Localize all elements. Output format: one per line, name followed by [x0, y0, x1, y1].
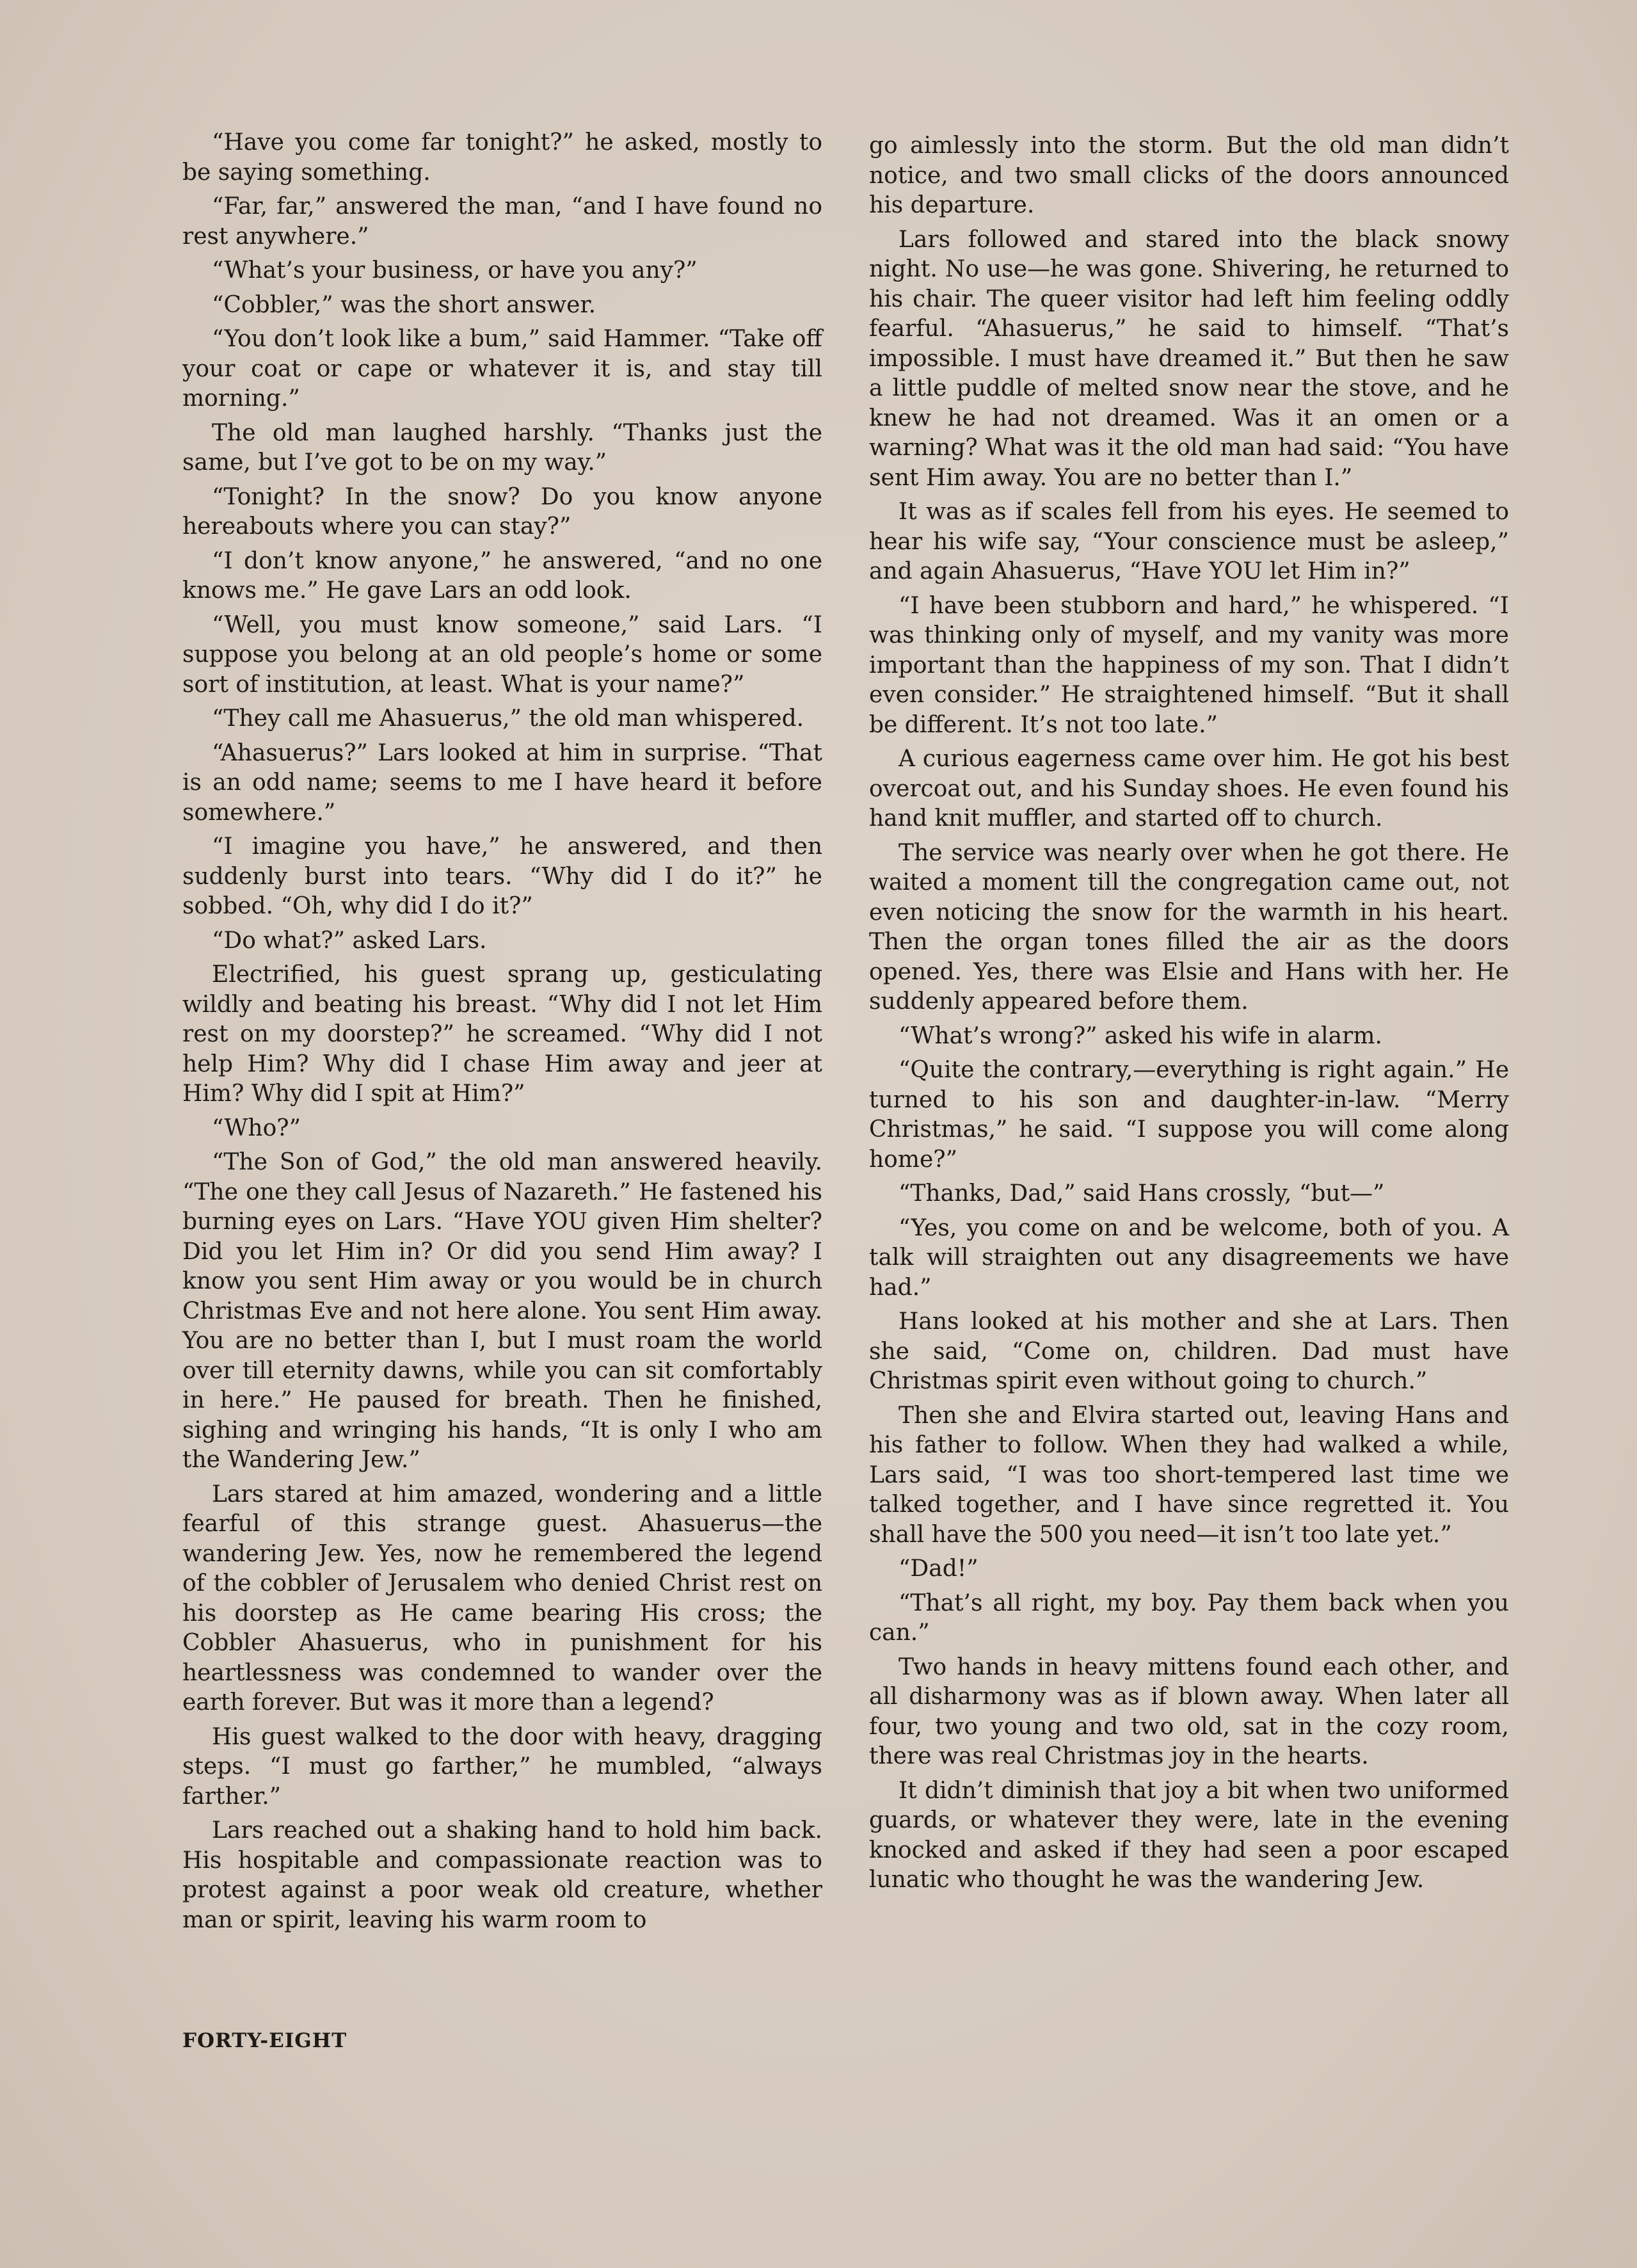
- paragraph: “The Son of God,” the old man answered heavily. “The one they call Jesus of Nazareth.” He fastened his burning eyes on Lars. “Have YOU given Him shelter? Did you let Him in? Or did you send Him away? I know you sent Him away or you would be in church Christmas Eve and not here alone. You sent Him away. You are no better than I, but I must roam the world over till eternity dawns, while you can sit comfortably in here.” He paused for breath. Then he finished, sighing and wringing his hands, “It is only I who am the Wandering Jew.”: [182, 1149, 822, 1473]
- paragraph: “I have been stubborn and hard,” he whispered. “I was thinking only of myself, and my vanity was more important than the happiness of my son. That I didn’t even consider.” He straightened himself. “But it shall be different. It’s not too late.”: [869, 592, 1509, 738]
- paragraph: A curious eagerness came over him. He got his best overcoat out, and his Sunday shoes. He even found his hand knit muffler, and started off to church.: [869, 746, 1509, 832]
- paragraph: “Tonight? In the snow? Do you know anyone hereabouts where you can stay?”: [182, 483, 822, 540]
- paragraph: Electrified, his guest sprang up, gesticulating wildly and beating his breast. “Why did I not let Him rest on my doorstep?” he screamed. “Why did I not help Him? Why did I chase Him away and jeer at Him? Why did I spit at Him?”: [182, 961, 822, 1107]
- paragraph-continuation: go aimlessly into the storm. But the old man didn’t notice, and two small clicks of the doors announced his departure.: [869, 133, 1509, 218]
- paragraph: “Ahasuerus?” Lars looked at him in surprise. “That is an odd name; seems to me I have heard it before somewhere.”: [182, 739, 822, 826]
- paragraph: The service was nearly over when he got there. He waited a moment till the congregation came out, not even noticing the snow for the warmth in his heart. Then the organ tones filled the air as the doors opened. Yes, there was Elsie and Hans with her. He suddenly appeared before them.: [869, 839, 1509, 1015]
- paragraph: “I imagine you have,” he answered, and then suddenly burst into tears. “Why did I do it?” he sobbed. “Oh, why did I do it?”: [182, 833, 822, 919]
- paragraph: The old man laughed harshly. “Thanks just the same, but I’ve got to be on my way.”: [182, 419, 822, 476]
- paragraph: “That’s all right, my boy. Pay them back when you can.”: [869, 1589, 1509, 1646]
- paragraph: Then she and Elvira started out, leaving Hans and his father to follow. When they had walked a while, Lars said, “I was too short-tempered last time we talked together, and I have since regretted it. You shall have the 500 you need—it isn’t too late yet.”: [869, 1402, 1509, 1548]
- paragraph: “What’s wrong?” asked his wife in alarm.: [898, 1022, 1382, 1049]
- paragraph: Lars followed and stared into the black snowy night. No use—he was gone. Shivering, he returned to his chair. The queer visitor had left him feeling oddly fearful. “Ahasuerus,” he said to himself. “That’s impossible. I must have dreamed it.” But then he saw a little puddle of melted snow near the stove, and he knew he had not dreamed. Was it an omen or a warning? What was it the old man had said: “You have sent Him away. You are no better than I.”: [869, 226, 1509, 491]
- paragraph: Lars stared at him amazed, wondering and a little fearful of this strange guest. Ahasuerus—the wandering Jew. Yes, now he remembered the legend of the cobbler of Jerusalem who denied Christ rest on his doorstep as He came bearing His cross; the Cobbler Ahasuerus, who in punishment for his heartlessness was condemned to wander over the earth forever. But was it more than a legend?: [182, 1481, 822, 1716]
- paragraph: “Quite the contrary,—everything is right again.” He turned to his son and daughter-in-law. “Merry Christmas,” he said. “I suppose you will come along home?”: [869, 1057, 1509, 1173]
- paragraph: Two hands in heavy mittens found each other, and all disharmony was as if blown away. When later all four, two young and two old, sat in the cozy room, there was real Christmas joy in the hearts.: [869, 1653, 1509, 1769]
- paragraph: It was as if scales fell from his eyes. He seemed to hear his wife say, “Your conscience must be asleep,” and again Ahasuerus, “Have YOU let Him in?”: [869, 499, 1509, 584]
- page-number: FORTY-EIGHT: [182, 2029, 347, 2052]
- paragraph: “Far, far,” answered the man, “and I have found no rest anywhere.”: [182, 193, 822, 250]
- paragraph: “Do what?” asked Lars.: [212, 927, 487, 954]
- paragraph: “You don’t look like a bum,” said Hammer. “Take off your coat or cape or whatever it is, and stay till morning.”: [182, 326, 822, 412]
- paragraph: “What’s your business, or have you any?”: [212, 257, 698, 284]
- paragraph: It didn’t diminish that joy a bit when two uniformed guards, or whatever they were, late in the evening knocked and asked if they had seen a poor escaped lunatic who thought he was the wandering Jew.: [869, 1777, 1509, 1893]
- left-column: [182, 128, 822, 1940]
- paragraph: “I don’t know anyone,” he answered, “and no one knows me.” He gave Lars an odd look.: [182, 547, 822, 604]
- paragraph: “Cobbler,” was the short answer.: [212, 291, 596, 318]
- paragraph: His guest walked to the door with heavy, dragging steps. “I must go farther,” he mumbled, “always farther.”: [182, 1723, 822, 1810]
- paragraph: Hans looked at his mother and she at Lars. Then she said, “Come on, children. Dad must have Christmas spirit even without going to church.”: [869, 1308, 1509, 1394]
- paragraph: “Thanks, Dad,” said Hans crossly, “but—”: [898, 1180, 1385, 1207]
- paragraph: “Dad!”: [898, 1556, 978, 1582]
- paragraph: “Yes, you come on and be welcome, both of you. A talk will straighten out any disagreements we have had.”: [869, 1214, 1509, 1301]
- paragraph: “They call me Ahasuerus,” the old man whispered.: [212, 705, 804, 732]
- right-column: [869, 131, 1509, 1900]
- paragraph: “Who?”: [212, 1114, 301, 1141]
- paragraph: Lars reached out a shaking hand to hold him back. His hospitable and compassionate reaction was to protest against a poor weak old creature, whether man or spirit, leaving his warm room to: [182, 1817, 822, 1933]
- paragraph: “Well, you must know someone,” said Lars. “I suppose you belong at an old people’s home or some sort of institution, at least. What is your name?”: [182, 611, 822, 698]
- paragraph: “Have you come far tonight?” he asked, mostly to be saying something.: [182, 129, 822, 186]
